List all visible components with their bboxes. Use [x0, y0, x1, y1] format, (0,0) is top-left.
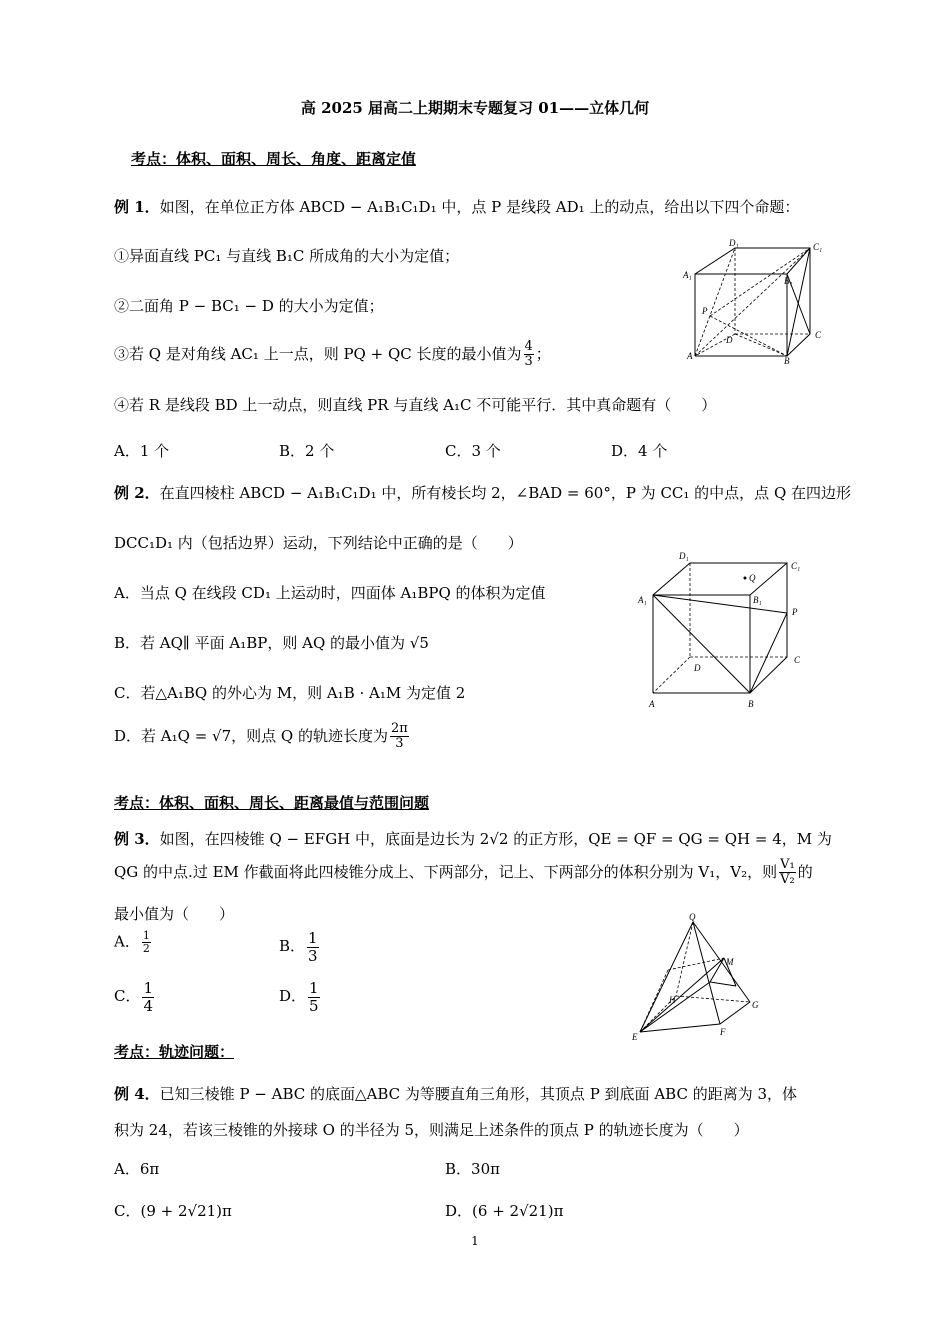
- example-4-stem-line-2: 积为 24，若该三棱锥的外接球 O 的半径为 5，则满足上述条件的顶点 P 的轨迹长度为（ ）: [114, 1121, 749, 1139]
- example-1-option-b: B．2 个: [279, 442, 335, 460]
- label-b1: B₁: [753, 595, 762, 605]
- pyramid-figure: [628, 910, 763, 1045]
- label-d: D: [726, 335, 733, 345]
- document-title: 高 2025 届高二上期期末专题复习 01——立体几何: [300, 99, 650, 117]
- p3-numerator: 4: [524, 339, 533, 354]
- option-d-fraction: [390, 722, 409, 752]
- opt-c-fraction: [142, 980, 154, 1014]
- label-c1: C₁: [813, 242, 823, 252]
- example-3-option-a: [114, 930, 153, 955]
- edge-qe: [640, 922, 693, 1032]
- stem2-text: QG 的中点.过 EM 作截面将此四棱锥分成上、下两部分，记上、下两部分的体积分别为 V₁，V₂，则: [114, 862, 778, 881]
- prism-outline: [653, 563, 787, 693]
- example-3-stem-line-3: 最小值为（ ）: [114, 905, 235, 923]
- example-4-option-a: A．6π: [114, 1160, 160, 1178]
- example-2-option-a: A．当点 Q 在线段 CD₁ 上运动时，四面体 A₁BPQ 的体积为定值: [114, 584, 546, 602]
- example-3-stem-line-1: [114, 828, 832, 849]
- label-a: A: [649, 699, 655, 709]
- example-3-text: 如图，在四棱锥 Q − EFGH 中，底面是边长为 2√2 的正方形，QE = QF = QG = QH = 4，M 为: [159, 830, 832, 848]
- segment-c1b: [787, 248, 810, 356]
- opt-d-fraction: [308, 980, 320, 1014]
- example-4-option-b: B．30π: [445, 1160, 500, 1178]
- example-2-option-c: C．若△A₁BQ 的外心为 M，则 A₁B · A₁M 为定值 2: [114, 684, 466, 702]
- p3-denominator: 3: [524, 354, 533, 370]
- example-1-option-c: C．3 个: [445, 442, 501, 460]
- label-b1: B₁: [784, 276, 793, 286]
- label-a1: A₁: [683, 270, 692, 280]
- point-q: [744, 577, 747, 580]
- segment-em: [640, 958, 724, 1032]
- opt-d-label: D．: [279, 987, 307, 1005]
- example-4-stem-line-1: [114, 1083, 797, 1104]
- label-q: Q: [749, 573, 756, 583]
- example-4-text: 已知三棱锥 P − ABC 的底面△ABC 为等腰直角三角形，其顶点 P 到底面 ABC 的距离为 3，体: [159, 1085, 798, 1103]
- p3-text: ③若 Q 是对角线 AC₁ 上一点，则 PQ + QC 长度的最小值为: [114, 344, 522, 363]
- section-line-1: [640, 982, 710, 1032]
- example-1-option-d: D．4 个: [611, 442, 668, 460]
- p3-tail: ；: [535, 344, 551, 363]
- example-3-label: 例 3．: [114, 830, 160, 848]
- opt-a-fraction: [142, 930, 151, 955]
- stem2-tail: 的: [797, 862, 813, 881]
- opt-c-d: 4: [143, 996, 154, 1015]
- option-d-denominator: 3: [395, 736, 404, 752]
- segment-pb: [710, 316, 787, 356]
- opt-d-d: 5: [309, 996, 319, 1015]
- segment-bp: [750, 613, 787, 693]
- label-b: B: [784, 356, 790, 366]
- opt-c-n: 1: [143, 979, 154, 997]
- opt-c-label: C．: [114, 987, 141, 1005]
- cube-figure: [680, 236, 830, 366]
- v1-v2-fraction: [779, 858, 796, 888]
- edge-b1c1: [750, 563, 787, 595]
- label-p: P: [702, 306, 708, 316]
- example-1-text: 如图，在单位正方体 ABCD − A₁B₁C₁D₁ 中，点 P 是线段 AD₁ 上的动点，给出以下四个命题：: [159, 198, 800, 216]
- cube-outline: [695, 248, 810, 356]
- segment-ac1: [695, 248, 810, 356]
- label-c1: C₁: [791, 561, 801, 571]
- opt-b-label: B．: [279, 937, 306, 955]
- page-number: 1: [471, 1234, 479, 1248]
- label-g: G: [752, 1000, 759, 1010]
- example-2-text: 在直四棱柱 ABCD − A₁B₁C₁D₁ 中，所有棱长均 2，∠BAD = 60°，P 为 CC₁ 的中点，点 Q 在四边形: [159, 484, 852, 502]
- opt-d-n: 1: [309, 979, 319, 997]
- section-hidden: [668, 958, 724, 970]
- label-a: A: [687, 351, 693, 361]
- label-f: F: [720, 1027, 726, 1037]
- edge-da: [653, 657, 690, 693]
- example-1-proposition-2: ②二面角 P − BC₁ − D 的大小为定值；: [114, 297, 384, 315]
- segment-pc1: [710, 248, 810, 316]
- label-e: E: [632, 1032, 638, 1042]
- label-p: P: [792, 607, 798, 617]
- label-c: C: [794, 655, 801, 665]
- label-a1: A₁: [638, 595, 647, 605]
- section-heading-1: 考点：体积、面积、周长、角度、距离定值: [131, 150, 417, 168]
- example-2-option-b: B．若 AQ∥ 平面 A₁BP，则 AQ 的最小值为 √5: [114, 634, 429, 652]
- label-m: M: [726, 957, 734, 967]
- example-1-stem: [114, 196, 799, 217]
- opt-a-d: 2: [142, 942, 150, 956]
- section-heading-2: 考点：体积、面积、周长、距离最值与范围问题: [114, 794, 430, 812]
- v1: V₁: [780, 857, 795, 872]
- label-c: C: [815, 330, 822, 340]
- section-heading-3: 考点：轨迹问题：: [114, 1043, 235, 1061]
- opt-b-n: 1: [308, 929, 318, 947]
- v2: V₂: [780, 872, 795, 888]
- example-4-label: 例 4．: [114, 1085, 160, 1103]
- option-d-text: D．若 A₁Q = √7，则点 Q 的轨迹长度为: [114, 726, 388, 745]
- example-2-option-d: [114, 722, 411, 752]
- opt-b-fraction: [307, 930, 319, 964]
- opt-b-d: 3: [308, 946, 318, 965]
- label-d: D: [694, 663, 701, 673]
- example-2-stem-line-1: [114, 482, 851, 503]
- example-1-label: 例 1．: [114, 198, 160, 216]
- section-line-3: [710, 982, 736, 986]
- example-1-proposition-1: ①异面直线 PC₁ 与直线 B₁C 所成角的大小为定值；: [114, 247, 460, 265]
- opt-a-label: A．: [114, 932, 140, 951]
- p3-fraction: [524, 340, 534, 370]
- opt-a-n: 1: [142, 929, 150, 942]
- segment-db: [735, 334, 787, 356]
- example-3-option-d: [279, 980, 322, 1014]
- edge-qh: [676, 922, 693, 996]
- label-q: Q: [689, 912, 696, 922]
- section-hidden-2: [640, 970, 668, 1032]
- example-2-stem-line-2: DCC₁D₁ 内（包括边界）运动，下列结论中正确的是（ ）: [114, 534, 523, 552]
- label-d1: D₁: [679, 551, 689, 561]
- example-3-option-c: [114, 980, 156, 1014]
- option-d-numerator: 2π: [390, 721, 408, 736]
- prism-figure: [635, 545, 820, 715]
- example-2-label: 例 2．: [114, 484, 160, 502]
- label-b: B: [748, 699, 754, 709]
- example-4-option-c: C．(9 + 2√21)π: [114, 1202, 232, 1220]
- section-line-2: [710, 958, 724, 982]
- example-3-stem-line-2: [114, 858, 813, 888]
- example-1-proposition-4: ④若 R 是线段 BD 上一动点，则直线 PR 与直线 A₁C 不可能平行．其中真命题有（ ）: [114, 396, 717, 414]
- label-h: H: [669, 995, 676, 1005]
- example-1-proposition-3: [114, 340, 551, 370]
- example-1-option-a: A．1 个: [114, 442, 170, 460]
- segment-a1p: [653, 595, 787, 613]
- example-3-option-b: [279, 930, 321, 964]
- label-d1: D₁: [729, 238, 739, 248]
- example-4-option-d: D．(6 + 2√21)π: [445, 1202, 564, 1220]
